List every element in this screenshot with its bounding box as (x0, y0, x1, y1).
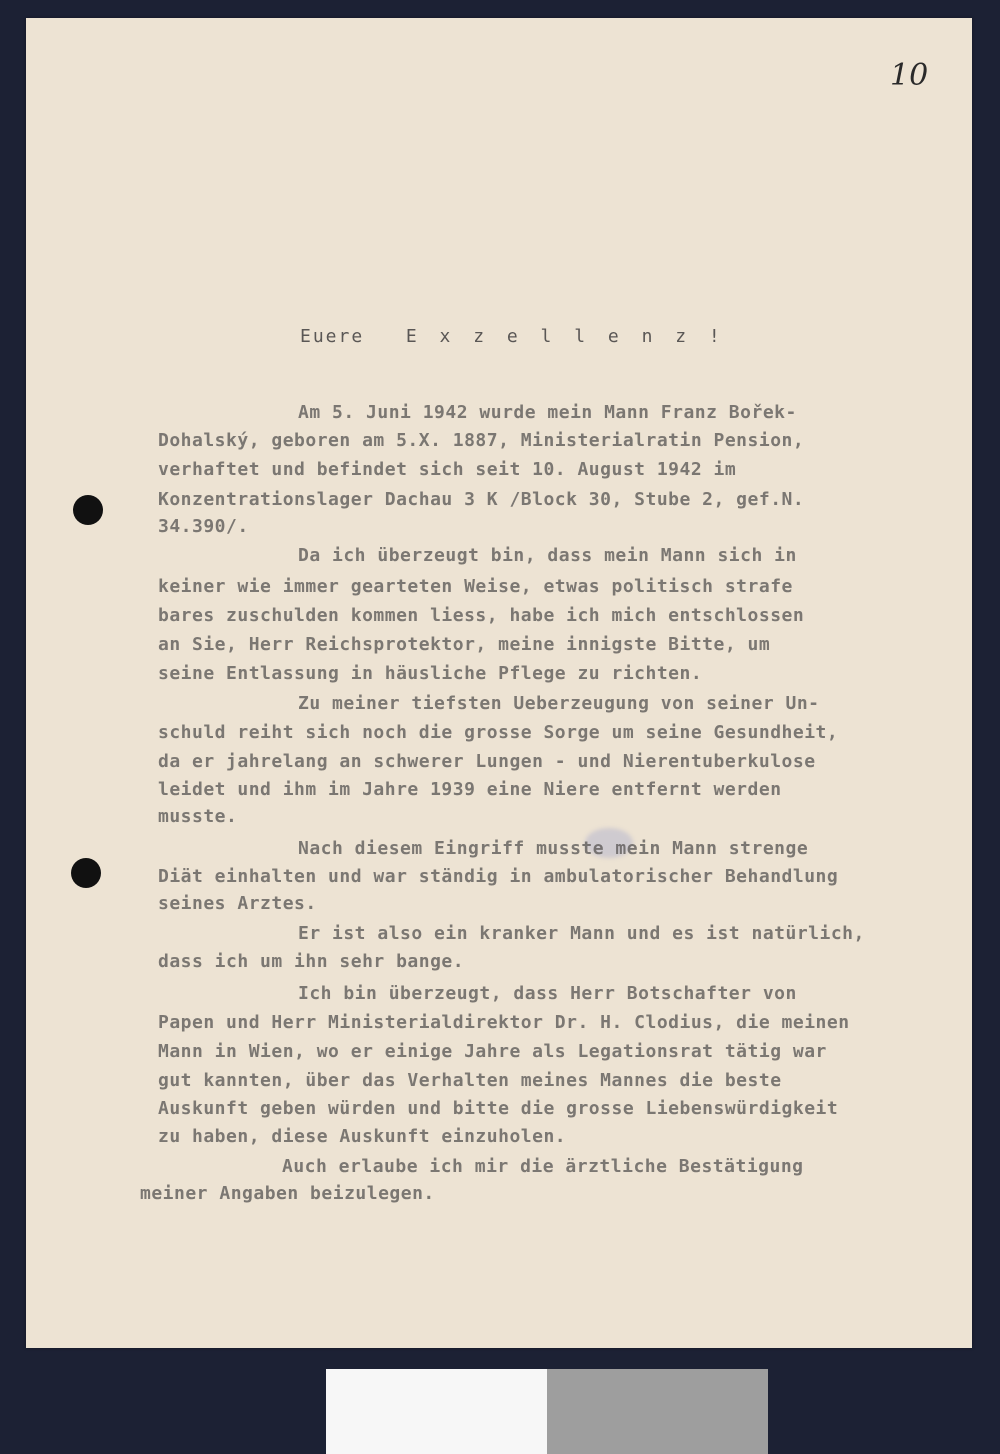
letter-line: gut kannten, über das Verhalten meines Mannes die beste (158, 1070, 782, 1091)
color-calibration-white (326, 1369, 547, 1454)
letter-line: Am 5. Juni 1942 wurde mein Mann Franz Bořek- (298, 402, 797, 423)
folio-number: 10 (890, 58, 929, 93)
letter-line: Ich bin überzeugt, dass Herr Botschafter von (298, 983, 797, 1004)
punch-hole (73, 495, 103, 525)
punch-hole (71, 858, 101, 888)
letter-line: bares zuschulden kommen liess, habe ich mich entschlossen (158, 605, 805, 626)
letter-line: leidet und ihm im Jahre 1939 eine Niere entfernt werden (158, 779, 782, 800)
salutation: Euere E x z e l l e n z ! (300, 326, 722, 347)
letter-line: Er ist also ein kranker Mann und es ist natürlich, (298, 923, 865, 944)
letter-line: 34.390/. (158, 516, 249, 537)
letter-line: dass ich um ihn sehr bange. (158, 951, 465, 972)
letter-line: schuld reiht sich noch die grosse Sorge um seine Gesundheit, (158, 722, 839, 743)
letter-line: verhaftet und befindet sich seit 10. August 1942 im (158, 459, 737, 480)
letter-line: Dohalský, geboren am 5.X. 1887, Ministerialratin Pension, (158, 430, 805, 451)
letter-line: Diät einhalten und war ständig in ambulatorischer Behandlung (158, 866, 839, 887)
letter-line: zu haben, diese Auskunft einzuholen. (158, 1126, 567, 1147)
letter-line: Da ich überzeugt bin, dass mein Mann sich in (298, 545, 797, 566)
letter-line: seine Entlassung in häusliche Pflege zu richten. (158, 663, 703, 684)
letter-line: musste. (158, 806, 238, 827)
letter-line: da er jahrelang an schwerer Lungen - und Nierentuberkulose (158, 751, 816, 772)
letter-line: Auch erlaube ich mir die ärztliche Bestätigung (282, 1156, 804, 1177)
letter-line: seines Arztes. (158, 893, 317, 914)
letter-line: Zu meiner tiefsten Ueberzeugung von seiner Un- (298, 693, 820, 714)
letter-line: Auskunft geben würden und bitte die grosse Liebenswürdigkeit (158, 1098, 839, 1119)
letter-line: Mann in Wien, wo er einige Jahre als Legationsrat tätig war (158, 1041, 827, 1062)
letter-line: keiner wie immer gearteten Weise, etwas politisch strafe (158, 576, 793, 597)
letter-line: Konzentrationslager Dachau 3 K /Block 30, Stube 2, gef.N. (158, 489, 805, 510)
letter-line: an Sie, Herr Reichsprotektor, meine innigste Bitte, um (158, 634, 771, 655)
letter-line: Nach diesem Eingriff musste mein Mann strenge (298, 838, 809, 859)
letter-line: meiner Angaben beizulegen. (140, 1183, 435, 1204)
color-calibration-gray (547, 1369, 768, 1454)
letter-line: Papen und Herr Ministerialdirektor Dr. H. Clodius, die meinen (158, 1012, 850, 1033)
